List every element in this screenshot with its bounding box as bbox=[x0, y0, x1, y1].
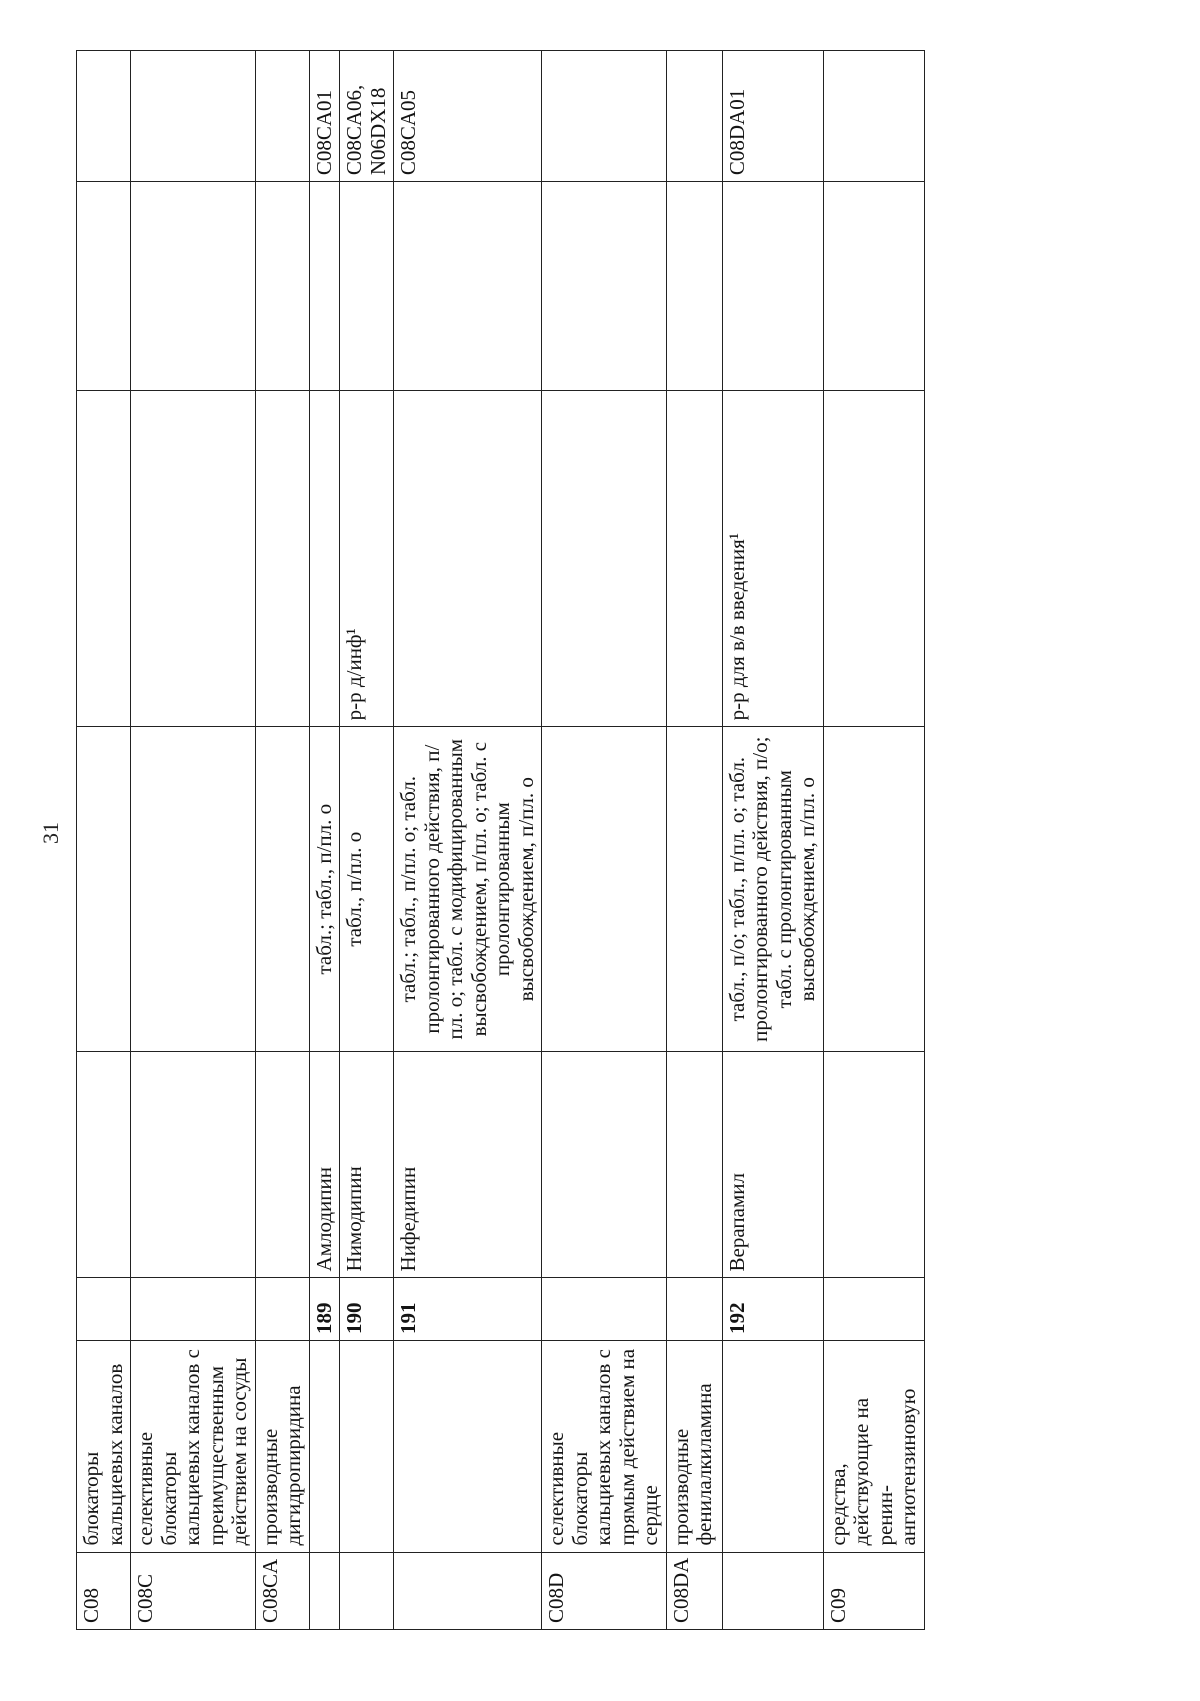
atc-code bbox=[823, 51, 924, 182]
dosage-form-extra bbox=[131, 390, 256, 727]
row-number bbox=[255, 1278, 309, 1341]
atc-group-code: C08DA bbox=[666, 1552, 722, 1629]
atc-group-code: C08D bbox=[542, 1552, 667, 1629]
table-row bbox=[77, 51, 131, 1630]
atc-group-code bbox=[394, 1552, 542, 1629]
row-number: 192 bbox=[722, 1278, 823, 1341]
drug-name bbox=[666, 1052, 722, 1278]
empty-cell bbox=[340, 182, 394, 391]
dosage-form-extra bbox=[666, 390, 722, 727]
atc-code bbox=[255, 51, 309, 182]
dosage-form-extra bbox=[394, 390, 542, 727]
page-number: 31 bbox=[38, 822, 63, 844]
table-row bbox=[823, 51, 924, 1630]
empty-cell bbox=[542, 182, 667, 391]
dosage-form bbox=[131, 727, 256, 1052]
atc-group-code: C09 bbox=[823, 1552, 924, 1629]
atc-code: C08CA05 bbox=[394, 51, 542, 182]
rotated-table-container bbox=[76, 50, 1136, 1630]
row-number bbox=[542, 1278, 667, 1341]
drug-name: Амлодипин bbox=[309, 1052, 340, 1278]
empty-cell bbox=[394, 182, 542, 391]
dosage-form-extra bbox=[255, 390, 309, 727]
dosage-form bbox=[77, 727, 131, 1052]
dosage-form-extra bbox=[823, 390, 924, 727]
atc-code bbox=[77, 51, 131, 182]
group-name: селективные блокаторы кальциевых каналов с преимущественным действием на сосуды bbox=[131, 1341, 256, 1553]
table-row bbox=[255, 51, 309, 1630]
drug-name bbox=[77, 1052, 131, 1278]
dosage-form bbox=[542, 727, 667, 1052]
dosage-form-extra bbox=[77, 390, 131, 727]
group-name bbox=[340, 1341, 394, 1553]
atc-group-code: C08 bbox=[77, 1552, 131, 1629]
atc-group-code bbox=[722, 1552, 823, 1629]
dosage-form-extra bbox=[309, 390, 340, 727]
table-row bbox=[394, 51, 542, 1630]
group-name: производные фенилалкиламина bbox=[666, 1341, 722, 1553]
drug-table bbox=[76, 50, 925, 1630]
dosage-form: табл., п/о; табл., п/пл. о; табл. пролонгированного действия, п/о; табл. с пролонгированным высвобождением, п/пл. о bbox=[722, 727, 823, 1052]
dosage-form: табл.; табл., п/пл. о; табл. пролонгированного действия, п/пл. о; табл. с модифицированным высвобождением, п/пл. о; табл. с пролонгированным высвобождением, п/пл. о bbox=[394, 727, 542, 1052]
drug-name: Нифедипин bbox=[394, 1052, 542, 1278]
atc-code bbox=[131, 51, 256, 182]
drug-name bbox=[823, 1052, 924, 1278]
dosage-form-extra: р-р для в/в введения¹ bbox=[722, 390, 823, 727]
group-name: средства, действующие на ренин-ангиотензиновую bbox=[823, 1341, 924, 1553]
drug-name bbox=[131, 1052, 256, 1278]
group-name bbox=[394, 1341, 542, 1553]
dosage-form bbox=[255, 727, 309, 1052]
atc-code bbox=[666, 51, 722, 182]
group-name: блокаторы кальциевых каналов bbox=[77, 1341, 131, 1553]
row-number bbox=[666, 1278, 722, 1341]
atc-code bbox=[542, 51, 667, 182]
dosage-form-extra: р-р д/инф¹ bbox=[340, 390, 394, 727]
atc-group-code: C08C bbox=[131, 1552, 256, 1629]
table-row bbox=[309, 51, 340, 1630]
drug-name bbox=[542, 1052, 667, 1278]
empty-cell bbox=[255, 182, 309, 391]
atc-code: C08CA01 bbox=[309, 51, 340, 182]
table-row bbox=[340, 51, 394, 1630]
empty-cell bbox=[722, 182, 823, 391]
table-row bbox=[542, 51, 667, 1630]
group-name bbox=[309, 1341, 340, 1553]
table-row bbox=[666, 51, 722, 1630]
drug-name: Нимодипин bbox=[340, 1052, 394, 1278]
empty-cell bbox=[131, 182, 256, 391]
drug-name: Верапамил bbox=[722, 1052, 823, 1278]
group-name: производные дигидропиридина bbox=[255, 1341, 309, 1553]
atc-code: C08DA01 bbox=[722, 51, 823, 182]
row-number bbox=[823, 1278, 924, 1341]
atc-group-code bbox=[340, 1552, 394, 1629]
empty-cell bbox=[823, 182, 924, 391]
row-number: 190 bbox=[340, 1278, 394, 1341]
empty-cell bbox=[77, 182, 131, 391]
dosage-form bbox=[823, 727, 924, 1052]
group-name bbox=[722, 1341, 823, 1553]
dosage-form bbox=[666, 727, 722, 1052]
row-number: 191 bbox=[394, 1278, 542, 1341]
row-number bbox=[131, 1278, 256, 1341]
group-name: селективные блокаторы кальциевых каналов с прямым действием на сердце bbox=[542, 1341, 667, 1553]
atc-code: C08CA06, N06DX18 bbox=[340, 51, 394, 182]
drug-name bbox=[255, 1052, 309, 1278]
dosage-form: табл., п/пл. о bbox=[340, 727, 394, 1052]
empty-cell bbox=[666, 182, 722, 391]
atc-group-code: C08CA bbox=[255, 1552, 309, 1629]
atc-group-code bbox=[309, 1552, 340, 1629]
empty-cell bbox=[309, 182, 340, 391]
table-row bbox=[722, 51, 823, 1630]
row-number bbox=[77, 1278, 131, 1341]
dosage-form-extra bbox=[542, 390, 667, 727]
dosage-form: табл.; табл., п/пл. о bbox=[309, 727, 340, 1052]
row-number: 189 bbox=[309, 1278, 340, 1341]
table-row bbox=[131, 51, 256, 1630]
